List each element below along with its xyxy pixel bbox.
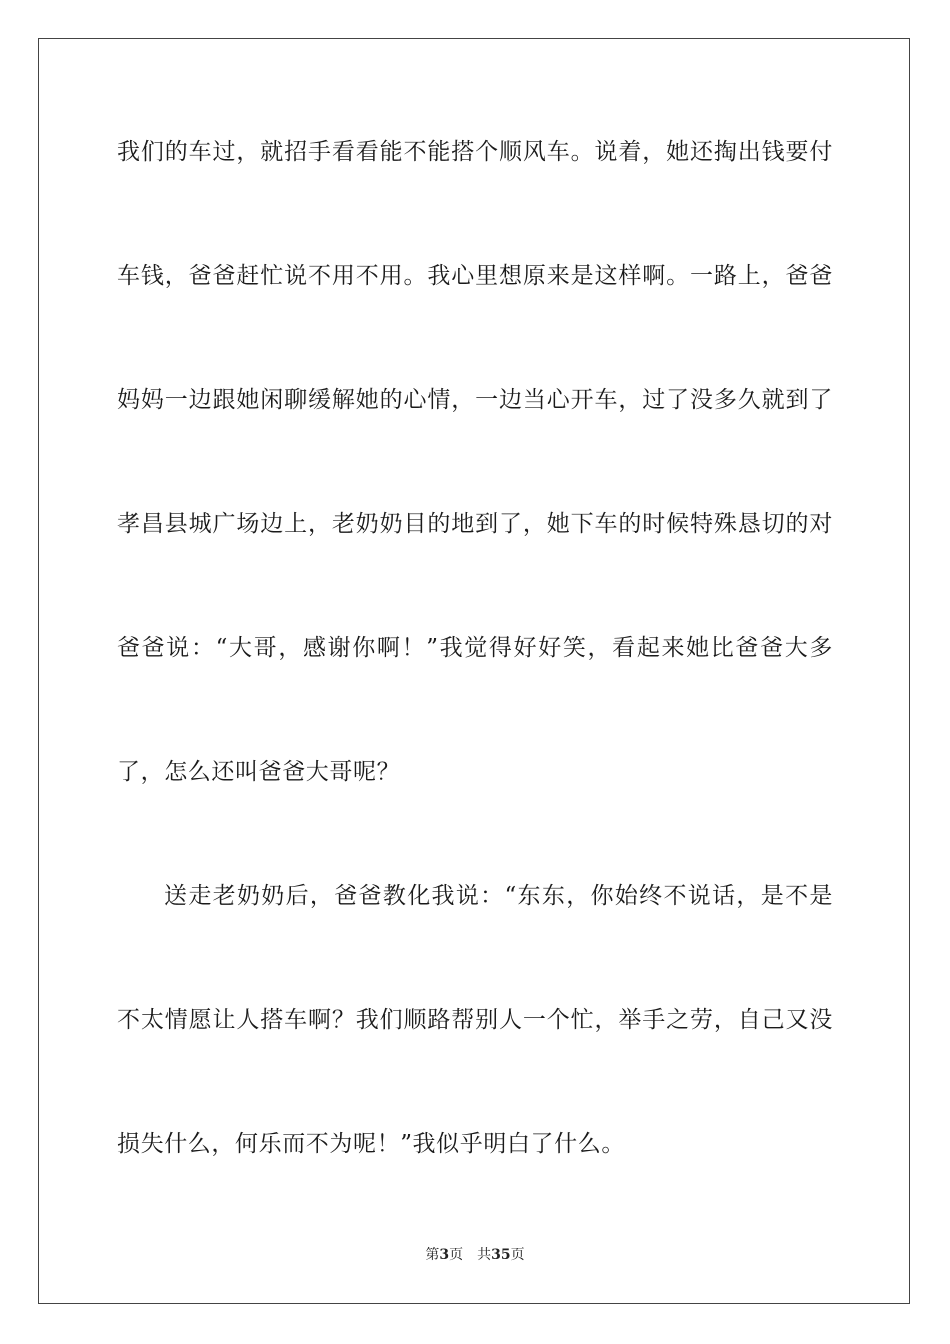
footer-total-pages: 35 (491, 1247, 511, 1263)
footer-page-prefix: 第 (425, 1247, 440, 1263)
text-line-6: 了，怎么还叫爸爸大哥呢？ (117, 759, 401, 785)
text-line-9: 损失什么，何乐而不为呢！”我似乎明白了什么。 (117, 1131, 625, 1157)
footer-page-suffix: 页 (449, 1247, 464, 1263)
footer-page-number: 3 (439, 1247, 450, 1263)
text-line-1: 我们的车过，就招手看看能不能搭个顺风车。说着，她还掏出钱要付 (117, 139, 833, 165)
text-line-2: 车钱，爸爸赶忙说不用不用。我心里想原来是这样啊。一路上，爸爸 (117, 263, 833, 289)
text-line-3: 妈妈一边跟她闲聊缓解她的心情，一边当心开车，过了没多久就到了 (117, 387, 833, 413)
page-border (38, 38, 910, 1304)
text-line-7: 送走老奶奶后，爸爸教化我说：“东东，你始终不说话，是不是 (164, 883, 833, 909)
text-line-4: 孝昌县城广场边上，老奶奶目的地到了，她下车的时候特殊恳切的对 (117, 511, 833, 537)
footer-total-prefix: 共 (477, 1247, 492, 1263)
page-footer (0, 1246, 950, 1264)
text-line-5: 爸爸说：“大哥，感谢你啊！”我觉得好好笑，看起来她比爸爸大多 (117, 635, 833, 661)
text-line-8: 不太情愿让人搭车啊？我们顺路帮别人一个忙，举手之劳，自己又没 (117, 1007, 833, 1033)
footer-total-suffix: 页 (510, 1247, 525, 1263)
